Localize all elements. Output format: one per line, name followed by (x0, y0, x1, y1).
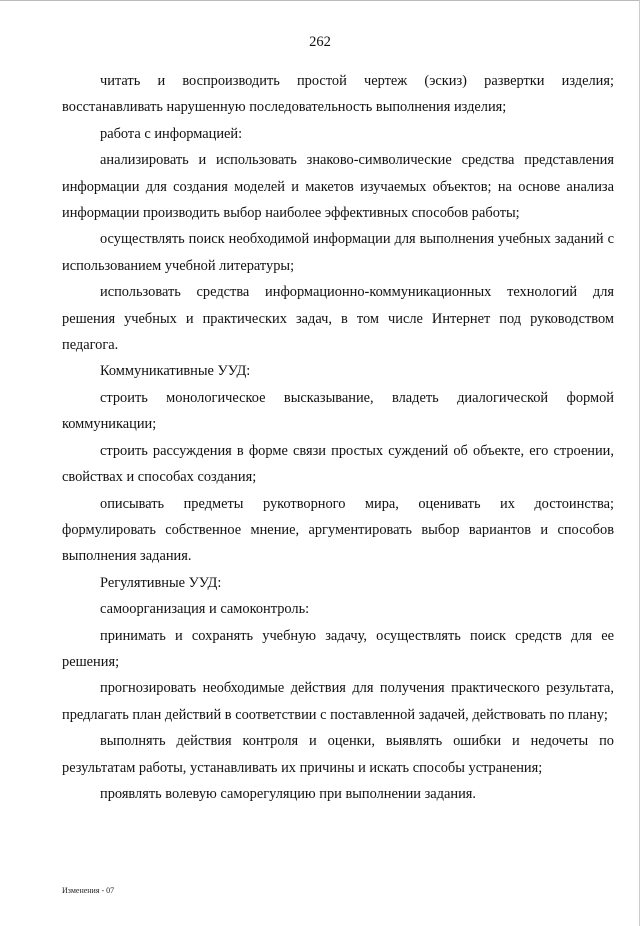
paragraph: описывать предметы рукотворного мира, оценивать их достоинства; формулировать собственное мнение, аргументировать выбор вариантов и способов выполнения задания. (62, 495, 614, 565)
footer-note: Изменения - 07 (62, 886, 115, 895)
paragraph: принимать и сохранять учебную задачу, осуществлять поиск средств для ее решения; (62, 627, 614, 670)
paragraph: использовать средства информационно-коммуникационных технологий для решения учебных и практических задач, в том числе Интернет под руководством педагога. (62, 284, 614, 354)
scan-edge-top (0, 0, 640, 1)
paragraph: строить рассуждения в форме связи простых суждений об объекте, его строении, свойствах и способах создания; (62, 442, 614, 486)
paragraph: прогнозировать необходимые действия для получения практического результата, предлагать план действий в соответствии с поставленной задачей, действовать по плану; (62, 680, 614, 723)
paragraph: выполнять действия контроля и оценки, выявлять ошибки и недочеты по результатам работы, устанавливать их причины и искать способы устранения; (62, 733, 614, 776)
paragraph: работа с информацией: (100, 125, 243, 142)
paragraph: самоорганизация и самоконтроль: (100, 601, 310, 618)
paragraph: читать и воспроизводить простой чертеж (эскиз) развертки изделия; восстанавливать нарушенную последовательность выполнения изделия; (62, 73, 614, 116)
section-heading: Коммуникативные УУД: (100, 363, 251, 380)
paragraph: строить монологическое высказывание, владеть диалогической формой коммуникации; (62, 389, 614, 433)
section-heading: Регулятивные УУД: (100, 574, 222, 591)
paragraph: осуществлять поиск необходимой информации для выполнения учебных заданий с использованием учебной литературы; (62, 231, 614, 274)
paragraph: анализировать и использовать знаково-символические средства представления информации для создания моделей и макетов изучаемых объектов; на основе анализа информации производить выбор наиболее эффективных способов работы; (62, 152, 614, 222)
page-number: 262 (309, 34, 331, 50)
body-text (62, 68, 614, 807)
paragraph: проявлять волевую саморегуляцию при выполнении задания. (100, 785, 476, 802)
